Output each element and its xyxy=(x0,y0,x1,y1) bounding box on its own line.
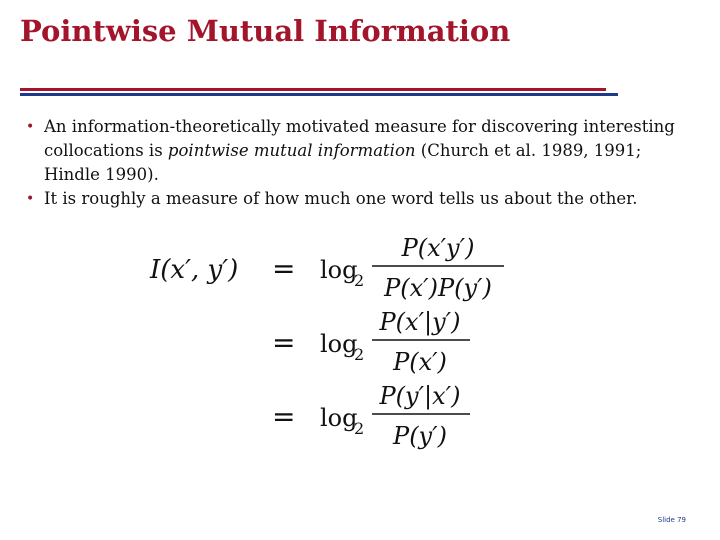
bullet-text: It is roughly a measure of how much one word tells us about the other. xyxy=(44,189,638,208)
fraction-numerator: P(x′y′) xyxy=(401,234,475,262)
formula-lhs: I(x′, y′) xyxy=(150,255,239,285)
log-label: log xyxy=(320,330,358,358)
log-label: log xyxy=(320,404,358,432)
formula-svg xyxy=(148,226,528,456)
divider-blue-line xyxy=(20,93,618,96)
title-divider xyxy=(20,88,618,97)
divider-red-line xyxy=(20,88,606,91)
fraction-numerator: P(y′|x′) xyxy=(379,382,461,410)
fraction-denominator: P(x′)P(y′) xyxy=(384,274,492,302)
bullet-emphasis: pointwise mutual information xyxy=(167,141,416,160)
bullet-item xyxy=(24,187,684,211)
fraction-denominator: P(x′) xyxy=(393,348,447,376)
equals-sign: = xyxy=(272,326,296,359)
log-base: 2 xyxy=(354,419,365,438)
pmi-formula xyxy=(148,226,528,456)
bullet-item xyxy=(24,115,684,187)
bullet-marker: • xyxy=(26,191,35,207)
equals-sign: = xyxy=(272,252,296,285)
log-base: 2 xyxy=(354,345,365,364)
fraction-denominator: P(y′) xyxy=(393,422,447,450)
equals-sign: = xyxy=(272,400,296,433)
bullet-marker: • xyxy=(26,119,35,135)
slide-number: Slide 79 xyxy=(657,516,686,524)
bullet-text: An information-theoretically motivated measure for discovering interesting collocations is xyxy=(44,117,675,160)
log-base: 2 xyxy=(354,271,365,290)
bullet-text-tail: (Church et al. 1989, 1991; Hindle 1990). xyxy=(44,141,642,184)
fraction-numerator: P(x′|y′) xyxy=(379,308,461,336)
log-label: log xyxy=(320,256,358,284)
slide-title: Pointwise Mutual Information xyxy=(20,14,511,48)
bullet-list xyxy=(24,115,684,211)
